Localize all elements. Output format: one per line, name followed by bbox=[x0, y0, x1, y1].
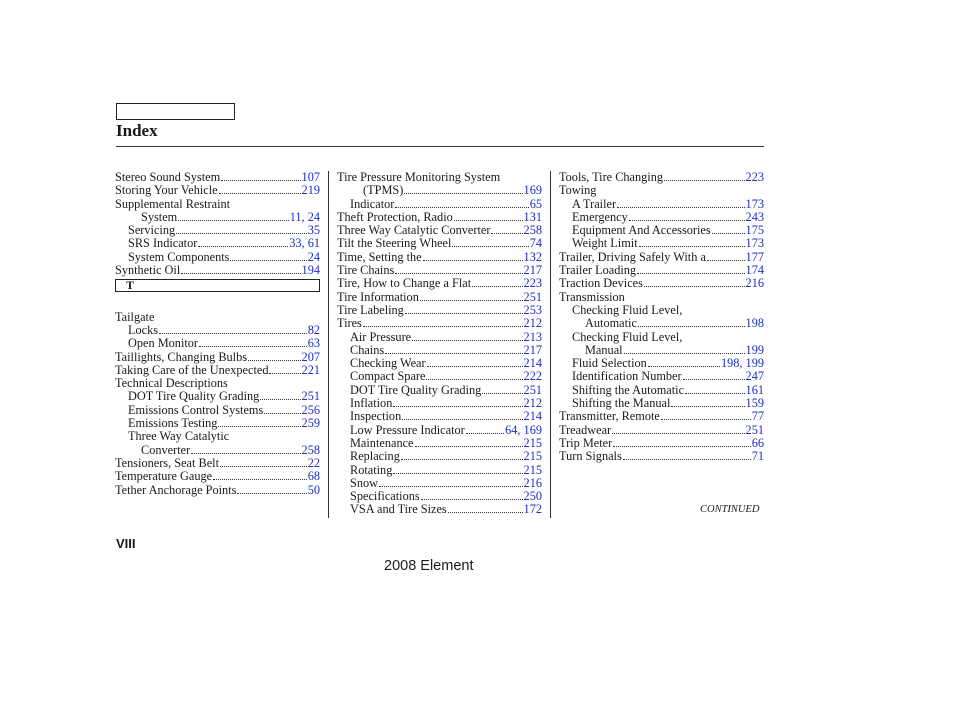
entry-label: Theft Protection, Radio bbox=[337, 210, 453, 224]
index-entry bbox=[559, 171, 764, 184]
entry-label: Equipment And Accessories bbox=[572, 224, 711, 238]
leader-dots bbox=[181, 273, 300, 274]
leader-dots bbox=[363, 326, 523, 327]
entry-label: Emissions Control Systems bbox=[128, 403, 264, 417]
leader-dots bbox=[491, 233, 522, 234]
index-entry bbox=[559, 357, 764, 370]
entry-label: SRS Indicator bbox=[128, 237, 198, 251]
page-reference-link[interactable]: 172 bbox=[523, 503, 542, 517]
index-entry bbox=[115, 404, 320, 417]
index-entry bbox=[115, 351, 320, 364]
entry-label: Tether Anchorage Points bbox=[115, 483, 237, 497]
leader-dots bbox=[176, 233, 307, 234]
leader-dots bbox=[412, 340, 522, 341]
index-entry bbox=[559, 344, 764, 357]
page-reference-link[interactable]: 214 bbox=[523, 357, 542, 371]
page-reference-link[interactable]: 212 bbox=[523, 397, 542, 411]
index-entry bbox=[337, 450, 542, 463]
page-reference-link[interactable]: 159 bbox=[745, 397, 764, 411]
leader-dots bbox=[629, 220, 745, 221]
page-reference-link[interactable]: 253 bbox=[523, 303, 542, 317]
entry-label: Tailgate bbox=[115, 310, 155, 324]
entry-label: Three Way Catalytic bbox=[128, 430, 230, 444]
entry-label: Transmission bbox=[559, 290, 625, 304]
page-reference-link[interactable]: 161 bbox=[745, 383, 764, 397]
page-reference-link[interactable]: 71 bbox=[751, 450, 764, 464]
section-letter-header: T bbox=[115, 279, 320, 292]
leader-dots bbox=[707, 260, 745, 261]
index-entry bbox=[559, 397, 764, 410]
index-entry bbox=[337, 397, 542, 410]
page-reference-link[interactable]: 223 bbox=[523, 277, 542, 291]
entry-label: Supplemental Restraint bbox=[115, 197, 231, 211]
leader-dots bbox=[178, 220, 288, 221]
index-entry bbox=[337, 291, 542, 304]
leader-dots bbox=[220, 466, 307, 467]
index-entry bbox=[337, 171, 542, 184]
leader-dots bbox=[218, 426, 300, 427]
index-column-1 bbox=[115, 171, 320, 497]
leader-dots bbox=[683, 379, 745, 380]
page-reference-link[interactable]: 64, 169 bbox=[505, 423, 542, 437]
leader-dots bbox=[454, 220, 523, 221]
leader-dots bbox=[420, 300, 523, 301]
page-reference-link[interactable]: 22 bbox=[307, 456, 320, 470]
page-reference-link[interactable]: 247 bbox=[745, 370, 764, 384]
page-reference-link[interactable]: 35 bbox=[307, 224, 320, 238]
leader-dots bbox=[395, 273, 522, 274]
leader-dots bbox=[159, 333, 307, 334]
spacer bbox=[115, 297, 320, 310]
index-entry bbox=[337, 184, 542, 197]
leader-dots bbox=[685, 393, 745, 394]
leader-dots bbox=[393, 406, 522, 407]
entry-label: Tensioners, Seat Belt bbox=[115, 456, 219, 470]
entry-label: Emergency bbox=[572, 210, 628, 224]
leader-dots bbox=[198, 246, 288, 247]
page-reference-link[interactable]: 177 bbox=[745, 250, 764, 264]
leader-dots bbox=[213, 479, 307, 480]
entry-label: Air Pressure bbox=[350, 330, 412, 344]
entry-label: VSA and Tire Sizes bbox=[350, 503, 447, 517]
index-entry bbox=[559, 198, 764, 211]
entry-label: System Components bbox=[128, 250, 230, 264]
page-reference-link[interactable]: 215 bbox=[523, 463, 542, 477]
index-entry bbox=[337, 304, 542, 317]
index-entry bbox=[559, 370, 764, 383]
page-reference-link[interactable]: 221 bbox=[301, 363, 320, 377]
leader-dots bbox=[269, 373, 300, 374]
index-entry bbox=[337, 198, 542, 211]
leader-dots bbox=[638, 326, 745, 327]
page-title: Index bbox=[116, 121, 158, 140]
index-entry bbox=[559, 184, 764, 197]
index-entry bbox=[337, 490, 542, 503]
leader-dots bbox=[260, 399, 300, 400]
leader-dots bbox=[405, 313, 523, 314]
leader-dots bbox=[385, 353, 522, 354]
leader-dots bbox=[264, 413, 300, 414]
page-reference-link[interactable]: 216 bbox=[523, 476, 542, 490]
leader-dots bbox=[415, 446, 523, 447]
entry-label: Three Way Catalytic Converter bbox=[337, 224, 491, 238]
page-reference-link[interactable]: 24 bbox=[307, 250, 320, 264]
leader-dots bbox=[648, 366, 720, 367]
index-entry bbox=[337, 237, 542, 250]
index-entry bbox=[559, 410, 764, 423]
entry-label: Checking Wear bbox=[350, 357, 426, 371]
page-reference-link[interactable]: 199 bbox=[745, 343, 764, 357]
page-reference-link[interactable]: 194 bbox=[301, 264, 320, 278]
page-reference-link[interactable]: 198 bbox=[745, 317, 764, 331]
index-entry bbox=[337, 264, 542, 277]
leader-dots bbox=[712, 233, 745, 234]
entry-label: Rotating bbox=[350, 463, 393, 477]
leader-dots bbox=[426, 379, 522, 380]
entry-label: A Trailer bbox=[572, 197, 617, 211]
page-reference-link[interactable]: 250 bbox=[523, 490, 542, 504]
entry-label: Identification Number bbox=[572, 370, 682, 384]
index-entry bbox=[115, 311, 320, 324]
entry-label: Taking Care of the Unexpected bbox=[115, 363, 269, 377]
entry-label: Shifting the Manual bbox=[572, 397, 671, 411]
entry-label: Servicing bbox=[128, 224, 176, 238]
index-entry bbox=[337, 410, 542, 423]
index-entry bbox=[337, 331, 542, 344]
index-entry bbox=[115, 198, 320, 211]
index-column-3 bbox=[559, 171, 764, 464]
page-reference-link[interactable]: 82 bbox=[307, 323, 320, 337]
leader-dots bbox=[664, 180, 745, 181]
entry-label: Inflation bbox=[350, 397, 393, 411]
entry-label: Chains bbox=[350, 343, 385, 357]
leader-dots bbox=[623, 459, 751, 460]
page-reference-link[interactable]: 258 bbox=[301, 443, 320, 457]
page-reference-link[interactable]: 219 bbox=[301, 184, 320, 198]
index-entry bbox=[115, 324, 320, 337]
index-entry bbox=[337, 477, 542, 490]
index-entry bbox=[115, 237, 320, 250]
index-entry bbox=[559, 277, 764, 290]
leader-dots bbox=[472, 286, 522, 287]
entry-label: Tire Information bbox=[337, 290, 419, 304]
entry-label: Compact Spare bbox=[350, 370, 426, 384]
page-reference-link[interactable]: 33, 61 bbox=[289, 237, 320, 251]
leader-dots bbox=[661, 419, 751, 420]
index-entry bbox=[337, 503, 542, 516]
index-entry bbox=[115, 364, 320, 377]
leader-dots bbox=[466, 433, 504, 434]
leader-dots bbox=[248, 360, 301, 361]
leader-dots bbox=[639, 246, 745, 247]
entry-label: Tire, How to Change a Flat bbox=[337, 277, 472, 291]
entry-label: Tilt the Steering Wheel bbox=[337, 237, 452, 251]
entry-label: Tire Labeling bbox=[337, 303, 404, 317]
leader-dots bbox=[199, 346, 307, 347]
leader-dots bbox=[393, 473, 522, 474]
leader-dots bbox=[423, 260, 523, 261]
page-reference-link[interactable]: 173 bbox=[745, 237, 764, 251]
entry-label: Traction Devices bbox=[559, 277, 643, 291]
leader-dots bbox=[452, 246, 528, 247]
footer-title: 2008 Element bbox=[384, 558, 474, 574]
entry-label: Checking Fluid Level, bbox=[572, 303, 683, 317]
leader-dots bbox=[421, 499, 523, 500]
page-reference-link[interactable]: 66 bbox=[751, 436, 764, 450]
column-divider bbox=[328, 171, 329, 518]
page-reference-link[interactable]: 217 bbox=[523, 264, 542, 278]
index-entry bbox=[115, 377, 320, 390]
leader-dots bbox=[379, 486, 523, 487]
leader-dots bbox=[637, 273, 744, 274]
leader-dots bbox=[404, 193, 522, 194]
page-reference-link[interactable]: 74 bbox=[529, 237, 542, 251]
entry-label: Time, Setting the bbox=[337, 250, 422, 264]
page-reference-link[interactable]: 259 bbox=[301, 417, 320, 431]
entry-label: Trailer Loading bbox=[559, 264, 637, 278]
leader-dots bbox=[395, 207, 528, 208]
page-number: VIII bbox=[116, 536, 136, 551]
entry-label: Turn Signals bbox=[559, 450, 622, 464]
leader-dots bbox=[191, 453, 300, 454]
index-entry bbox=[337, 251, 542, 264]
index-entry bbox=[115, 264, 320, 277]
index-entry bbox=[115, 224, 320, 237]
entry-label: System bbox=[141, 210, 178, 224]
entry-label: Transmitter, Remote bbox=[559, 410, 660, 424]
leader-dots bbox=[671, 406, 744, 407]
entry-label: Checking Fluid Level, bbox=[572, 330, 683, 344]
index-entry bbox=[337, 357, 542, 370]
index-entry bbox=[115, 184, 320, 197]
index-entry bbox=[115, 390, 320, 403]
index-entry bbox=[559, 264, 764, 277]
entry-label: Emissions Testing bbox=[128, 417, 218, 431]
leader-dots bbox=[427, 366, 523, 367]
entry-label: Converter bbox=[141, 443, 191, 457]
page-reference-link[interactable]: 256 bbox=[301, 403, 320, 417]
entry-label: Maintenance bbox=[350, 436, 414, 450]
entry-label: DOT Tire Quality Grading bbox=[128, 390, 260, 404]
page-reference-link[interactable]: 175 bbox=[745, 224, 764, 238]
index-entry bbox=[559, 317, 764, 330]
leader-dots bbox=[402, 419, 522, 420]
entry-label: Tires bbox=[337, 317, 362, 331]
leader-dots bbox=[448, 512, 523, 513]
entry-label: Weight Limit bbox=[572, 237, 638, 251]
page-reference-link[interactable]: 222 bbox=[523, 370, 542, 384]
index-entry bbox=[337, 211, 542, 224]
index-entry bbox=[559, 211, 764, 224]
entry-label: Inspection bbox=[350, 410, 402, 424]
page-reference-link[interactable]: 169 bbox=[523, 184, 542, 198]
leader-dots bbox=[624, 353, 745, 354]
leader-dots bbox=[237, 493, 306, 494]
entry-label: Treadwear bbox=[559, 423, 612, 437]
page-reference-link[interactable]: 213 bbox=[523, 330, 542, 344]
entry-label: Tools, Tire Changing bbox=[559, 171, 664, 184]
entry-label: Tire Chains bbox=[337, 264, 395, 278]
index-entry bbox=[115, 430, 320, 443]
index-entry bbox=[115, 417, 320, 430]
index-entry bbox=[115, 211, 320, 224]
index-entry bbox=[337, 424, 542, 437]
continued-note: CONTINUED bbox=[700, 504, 760, 515]
index-entry bbox=[115, 251, 320, 264]
page-reference-link[interactable]: 215 bbox=[523, 450, 542, 464]
index-entry bbox=[559, 251, 764, 264]
header-rule bbox=[116, 146, 764, 147]
index-entry bbox=[115, 444, 320, 457]
entry-label: Tire Pressure Monitoring System bbox=[337, 171, 501, 184]
index-entry bbox=[559, 437, 764, 450]
page-reference-link[interactable]: 11, 24 bbox=[289, 210, 320, 224]
page-reference-link[interactable]: 251 bbox=[301, 390, 320, 404]
entry-label: Trip Meter bbox=[559, 436, 613, 450]
page-reference-link[interactable]: 251 bbox=[745, 423, 764, 437]
leader-dots bbox=[612, 433, 744, 434]
page-reference-link[interactable]: 77 bbox=[751, 410, 764, 424]
page-reference-link[interactable]: 63 bbox=[307, 337, 320, 351]
index-entry bbox=[337, 384, 542, 397]
page-reference-link[interactable]: 131 bbox=[523, 210, 542, 224]
leader-dots bbox=[221, 180, 300, 181]
entry-label: Specifications bbox=[350, 490, 420, 504]
entry-label: Low Pressure Indicator bbox=[350, 423, 465, 437]
page-reference-link[interactable]: 215 bbox=[523, 436, 542, 450]
entry-label: Locks bbox=[128, 323, 159, 337]
page-reference-link[interactable]: 65 bbox=[529, 197, 542, 211]
page-reference-link[interactable]: 198, 199 bbox=[720, 357, 764, 371]
index-entry bbox=[337, 224, 542, 237]
index-entry bbox=[337, 317, 542, 330]
index-entry bbox=[115, 470, 320, 483]
entry-label: Fluid Selection bbox=[572, 357, 647, 371]
index-entry bbox=[115, 484, 320, 497]
entry-label: Technical Descriptions bbox=[115, 377, 228, 391]
index-entry bbox=[115, 337, 320, 350]
index-entry bbox=[559, 291, 764, 304]
leader-dots bbox=[617, 207, 744, 208]
index-entry bbox=[559, 331, 764, 344]
header-tab-box bbox=[116, 103, 235, 120]
index-entry bbox=[115, 171, 320, 184]
entry-label: Storing Your Vehicle bbox=[115, 184, 218, 198]
entry-label: Open Monitor bbox=[128, 337, 199, 351]
page-reference-link[interactable]: 107 bbox=[301, 171, 320, 184]
column-divider bbox=[550, 171, 551, 518]
page-reference-link[interactable]: 68 bbox=[307, 470, 320, 484]
leader-dots bbox=[230, 260, 306, 261]
leader-dots bbox=[613, 446, 751, 447]
index-entry bbox=[115, 457, 320, 470]
entry-label: Synthetic Oil bbox=[115, 264, 181, 278]
index-entry bbox=[559, 237, 764, 250]
page-reference-link[interactable]: 50 bbox=[307, 483, 320, 497]
index-entry bbox=[337, 344, 542, 357]
entry-label: Indicator bbox=[350, 197, 395, 211]
page-reference-link[interactable]: 174 bbox=[745, 264, 764, 278]
entry-label: Temperature Gauge bbox=[115, 470, 213, 484]
page-reference-link[interactable]: 207 bbox=[301, 350, 320, 364]
page-reference-link[interactable]: 173 bbox=[745, 197, 764, 211]
entry-label: DOT Tire Quality Grading bbox=[350, 383, 482, 397]
page-reference-link[interactable]: 223 bbox=[745, 171, 764, 184]
index-entry bbox=[559, 450, 764, 463]
entry-label: Manual bbox=[585, 343, 623, 357]
index-entry bbox=[559, 224, 764, 237]
leader-dots bbox=[219, 193, 301, 194]
page-reference-link[interactable]: 212 bbox=[523, 317, 542, 331]
page-reference-link[interactable]: 132 bbox=[523, 250, 542, 264]
entry-label: (TPMS) bbox=[363, 184, 404, 198]
index-column-2 bbox=[337, 171, 542, 517]
page-reference-link[interactable]: 258 bbox=[523, 224, 542, 238]
leader-dots bbox=[401, 459, 523, 460]
page-reference-link[interactable]: 251 bbox=[523, 383, 542, 397]
leader-dots bbox=[482, 393, 522, 394]
entry-label: Shifting the Automatic bbox=[572, 383, 685, 397]
leader-dots bbox=[644, 286, 745, 287]
index-entry bbox=[337, 437, 542, 450]
entry-label: Stereo Sound System bbox=[115, 171, 221, 184]
entry-label: Taillights, Changing Bulbs bbox=[115, 350, 248, 364]
page-reference-link[interactable]: 214 bbox=[523, 410, 542, 424]
index-entry bbox=[337, 370, 542, 383]
page-reference-link[interactable]: 243 bbox=[745, 210, 764, 224]
index-entry bbox=[559, 424, 764, 437]
entry-label: Trailer, Driving Safely With a bbox=[559, 250, 706, 264]
page-reference-link[interactable]: 251 bbox=[523, 290, 542, 304]
entry-label: Replacing bbox=[350, 450, 400, 464]
index-entry bbox=[337, 277, 542, 290]
index-entry bbox=[559, 384, 764, 397]
entry-label: Automatic bbox=[585, 317, 637, 331]
entry-label: Towing bbox=[559, 184, 597, 198]
index-entry bbox=[559, 304, 764, 317]
page-reference-link[interactable]: 217 bbox=[523, 343, 542, 357]
index-entry bbox=[337, 464, 542, 477]
page-reference-link[interactable]: 216 bbox=[745, 277, 764, 291]
entry-label: Snow bbox=[350, 476, 379, 490]
